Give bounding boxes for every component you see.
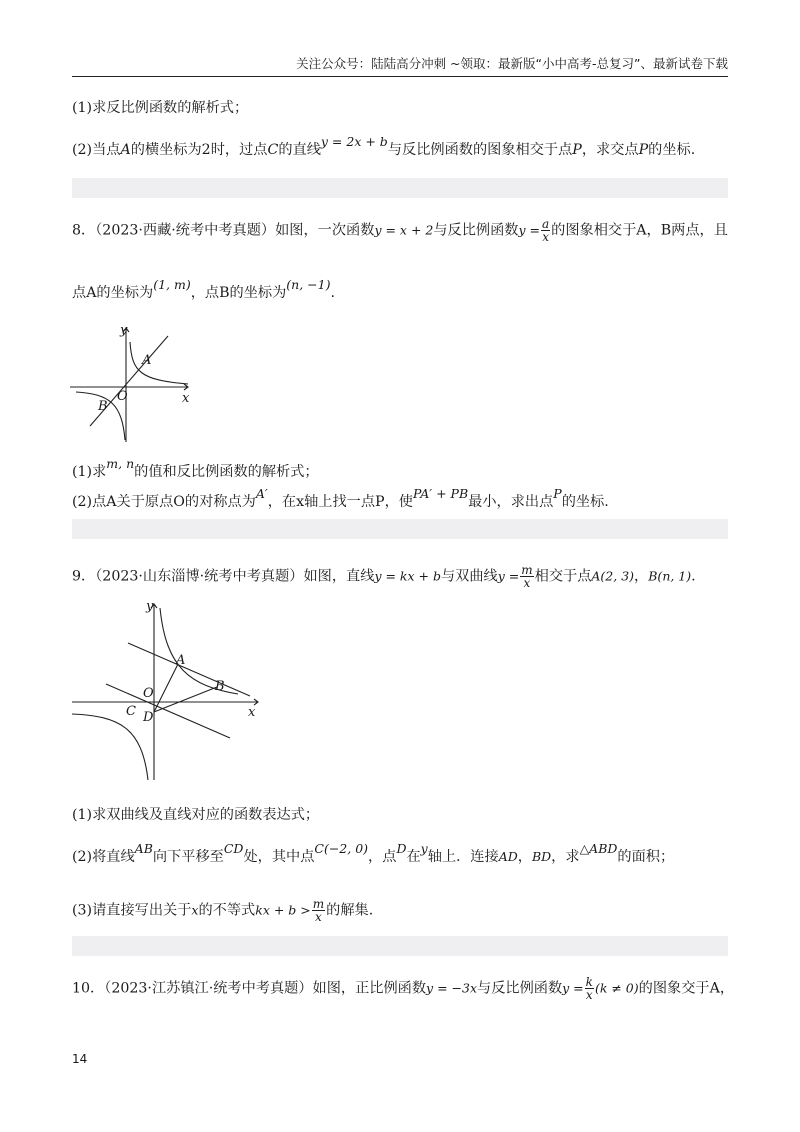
hyperbola-branch-1: [160, 608, 238, 694]
problem-9-statement: 9．（2023·山东淄博·统考中考真题）如图，直线y = kx + b与双曲线y = $\frac{m}{x}$ 相交于点A(2, 3)，B(n, 1).: [72, 563, 696, 590]
fraction: $\frac{a}{x}$: [542, 217, 550, 244]
fig9-label-B: B: [215, 679, 225, 694]
fig9-label-y: y: [146, 599, 154, 614]
segment-AD: [154, 664, 178, 712]
answer-space-bar: [72, 519, 728, 539]
fig8-label-B: B: [98, 399, 108, 414]
hyperbola-branch-1: [130, 342, 188, 384]
answer-space-bar: [72, 178, 728, 198]
fig8-label-y: y: [120, 323, 128, 338]
fig8-label-O: O: [117, 389, 128, 404]
fig9-label-C: C: [126, 704, 136, 719]
problem-9-question-3: (3)请直接写出关于x的不等式kx + b > $\frac{m}{x}$ 的解集.: [72, 897, 374, 924]
fig9-label-O: O: [143, 686, 154, 701]
problem-8-statement: 8．（2023·西藏·统考中考真题）如图，一次函数y = x + 2与反比例函数y = $\frac{a}{x}$ 的图象相交于A，B两点，且: [72, 217, 728, 244]
problem-9-question-1: (1)求双曲线及直线对应的函数表达式；: [72, 807, 320, 823]
prev-question-1: (1)求反比例函数的解析式；: [72, 100, 249, 116]
fig9-label-x: x: [248, 705, 256, 720]
problem-8-question-1: (1)求m, n的值和反比例函数的解析式；: [72, 456, 319, 480]
line-CD: [106, 684, 230, 738]
prev-question-2: (2)当点A的横坐标为2时，过点C的直线y = 2x + b与反比例函数的图象相交于点P，求交点P的坐标.: [72, 134, 696, 158]
problem-10-statement: 10．（2023·江苏镇江·统考中考真题）如图，正比例函数y = −3x与反比例函数y = $\frac{k}{x}$ (k ≠ 0)的图象交于A，: [72, 975, 735, 1002]
fraction: $\frac{k}{x}$: [585, 975, 593, 1002]
problem-9-question-2: (2)将直线AB向下平移至CD处，其中点C(−2, 0)，点D在y轴上．连接AD，BD，求△ABD的面积；: [72, 841, 675, 865]
answer-space-bar: [72, 936, 728, 956]
fraction: $\frac{m}{x}$: [312, 897, 325, 924]
fraction: $\frac{m}{x}$: [521, 563, 533, 590]
fig8-label-x: x: [182, 391, 190, 406]
page-header: 关注公众号：陆陆高分冲刺 ~领取：最新版“小中高考-总复习”、最新试卷下载: [72, 54, 728, 77]
line-equation: y = 2x + b: [320, 134, 388, 149]
problem-8-question-2: (2)点A关于原点O的对称点为A′，在x轴上找一点P，使PA′ + PB最小，求出点P的坐标.: [72, 486, 609, 510]
fig8-label-A: A: [142, 353, 152, 368]
problem-8-figure: [70, 322, 200, 447]
fig9-label-D: D: [143, 710, 154, 725]
fig9-label-A: A: [176, 653, 186, 668]
problem-8-statement-line2: 点A的坐标为(1, m)，点B的坐标为(n, −1).: [72, 277, 335, 301]
page-number: 14: [72, 1052, 88, 1066]
segment-BD: [154, 687, 217, 712]
hyperbola-branch-2: [72, 714, 148, 780]
problem-9-figure: [70, 598, 270, 783]
